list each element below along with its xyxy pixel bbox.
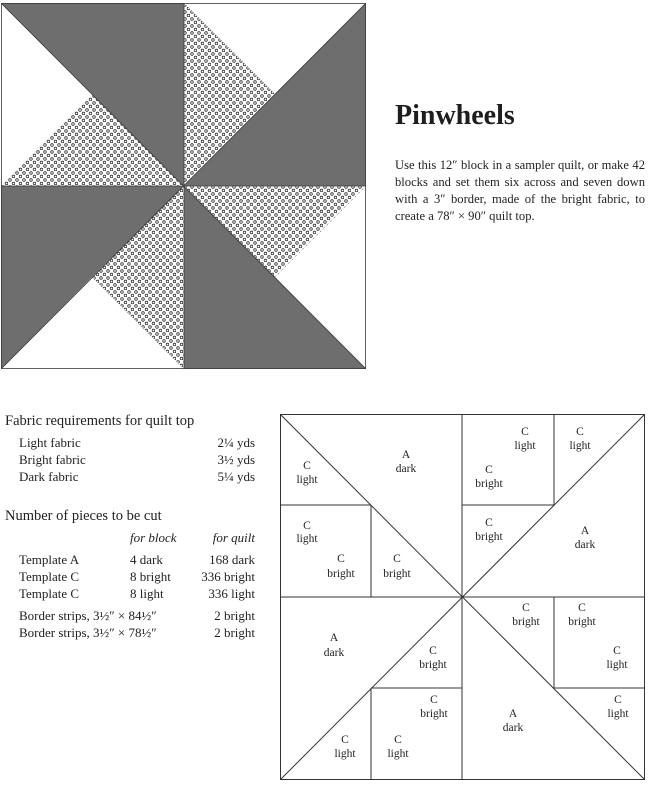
pieces-row: [19, 569, 255, 585]
border-label: Border strips, 3½″ × 78½″: [19, 625, 157, 640]
piece-diagram: [280, 414, 645, 780]
pieces-heading: Number of pieces to be cut: [5, 508, 162, 524]
label-c: C: [521, 426, 529, 438]
label-c: C: [578, 602, 586, 614]
label-c: C: [614, 694, 622, 706]
label-a: A: [580, 525, 590, 537]
label-dark: dark: [574, 539, 596, 551]
label-light: light: [514, 440, 536, 452]
template-label: Template C: [19, 569, 80, 584]
col-quilt-header: for quilt: [212, 530, 255, 545]
quilt-count: 336 light: [208, 586, 255, 601]
label-a: A: [329, 632, 339, 644]
pieces-row: [19, 586, 255, 602]
quilt-block-illustration: [1, 3, 366, 369]
block-count: 4 dark: [130, 552, 163, 567]
diagram-labels: [296, 426, 629, 760]
border-row: [19, 625, 255, 641]
pieces-row: [19, 552, 255, 568]
label-c: C: [485, 517, 493, 529]
label-bright: bright: [475, 478, 503, 490]
label-c: C: [393, 553, 401, 565]
label-c: C: [485, 464, 493, 476]
fabric-amount: 3½ yds: [217, 452, 255, 467]
label-light: light: [606, 659, 628, 671]
label-bright: bright: [568, 616, 596, 628]
fabric-amount: 2¼ yds: [217, 435, 255, 450]
template-label: Template C: [19, 586, 80, 601]
label-dark: dark: [323, 647, 345, 659]
fabric-label: Bright fabric: [19, 452, 86, 467]
fabric-row: [19, 452, 255, 468]
border-count: 2 bright: [214, 625, 255, 640]
label-a: A: [401, 449, 411, 461]
pieces-column-headers: [19, 530, 255, 546]
fabric-row: [19, 435, 255, 451]
fabric-label: Light fabric: [19, 435, 81, 450]
label-bright: bright: [512, 616, 540, 628]
border-row: [19, 608, 255, 624]
label-dark: dark: [395, 463, 417, 475]
label-c: C: [576, 426, 584, 438]
block-count: 8 light: [130, 586, 164, 601]
label-bright: bright: [475, 531, 503, 543]
label-c: C: [430, 694, 438, 706]
block-description: Use this 12″ block in a sampler quilt, or make 42 blocks and set them six across and seven down with a 3″ border, made of the bright fabric, to create a 78″ × 90″ quilt top.: [395, 158, 645, 223]
fabric-label: Dark fabric: [19, 469, 79, 484]
label-c: C: [429, 645, 437, 657]
template-label: Template A: [19, 552, 80, 567]
block-count: 8 bright: [130, 569, 171, 584]
page-title: Pinwheels: [395, 100, 515, 131]
label-bright: bright: [420, 708, 448, 720]
label-light: light: [569, 440, 591, 452]
label-light: light: [334, 748, 356, 760]
label-c: C: [341, 734, 349, 746]
quilt-count: 336 bright: [201, 569, 255, 584]
label-c: C: [303, 460, 311, 472]
label-bright: bright: [327, 568, 355, 580]
label-c: C: [337, 553, 345, 565]
label-dark: dark: [502, 722, 524, 734]
label-bright: bright: [383, 568, 411, 580]
label-bright: bright: [419, 659, 447, 671]
label-c: C: [303, 520, 311, 532]
label-c: C: [394, 734, 402, 746]
label-light: light: [296, 474, 318, 486]
label-c: C: [522, 602, 530, 614]
label-light: light: [607, 708, 629, 720]
border-label: Border strips, 3½″ × 84½″: [19, 608, 157, 623]
fabric-row: [19, 469, 255, 485]
border-count: 2 bright: [214, 608, 255, 623]
label-c: C: [613, 645, 621, 657]
label-light: light: [296, 533, 318, 545]
fabric-amount: 5¼ yds: [217, 469, 255, 484]
col-block-header: for block: [130, 530, 177, 545]
quilt-count: 168 dark: [209, 552, 255, 567]
label-light: light: [387, 748, 409, 760]
label-a: A: [508, 708, 518, 720]
fabric-heading: Fabric requirements for quilt top: [5, 413, 195, 429]
